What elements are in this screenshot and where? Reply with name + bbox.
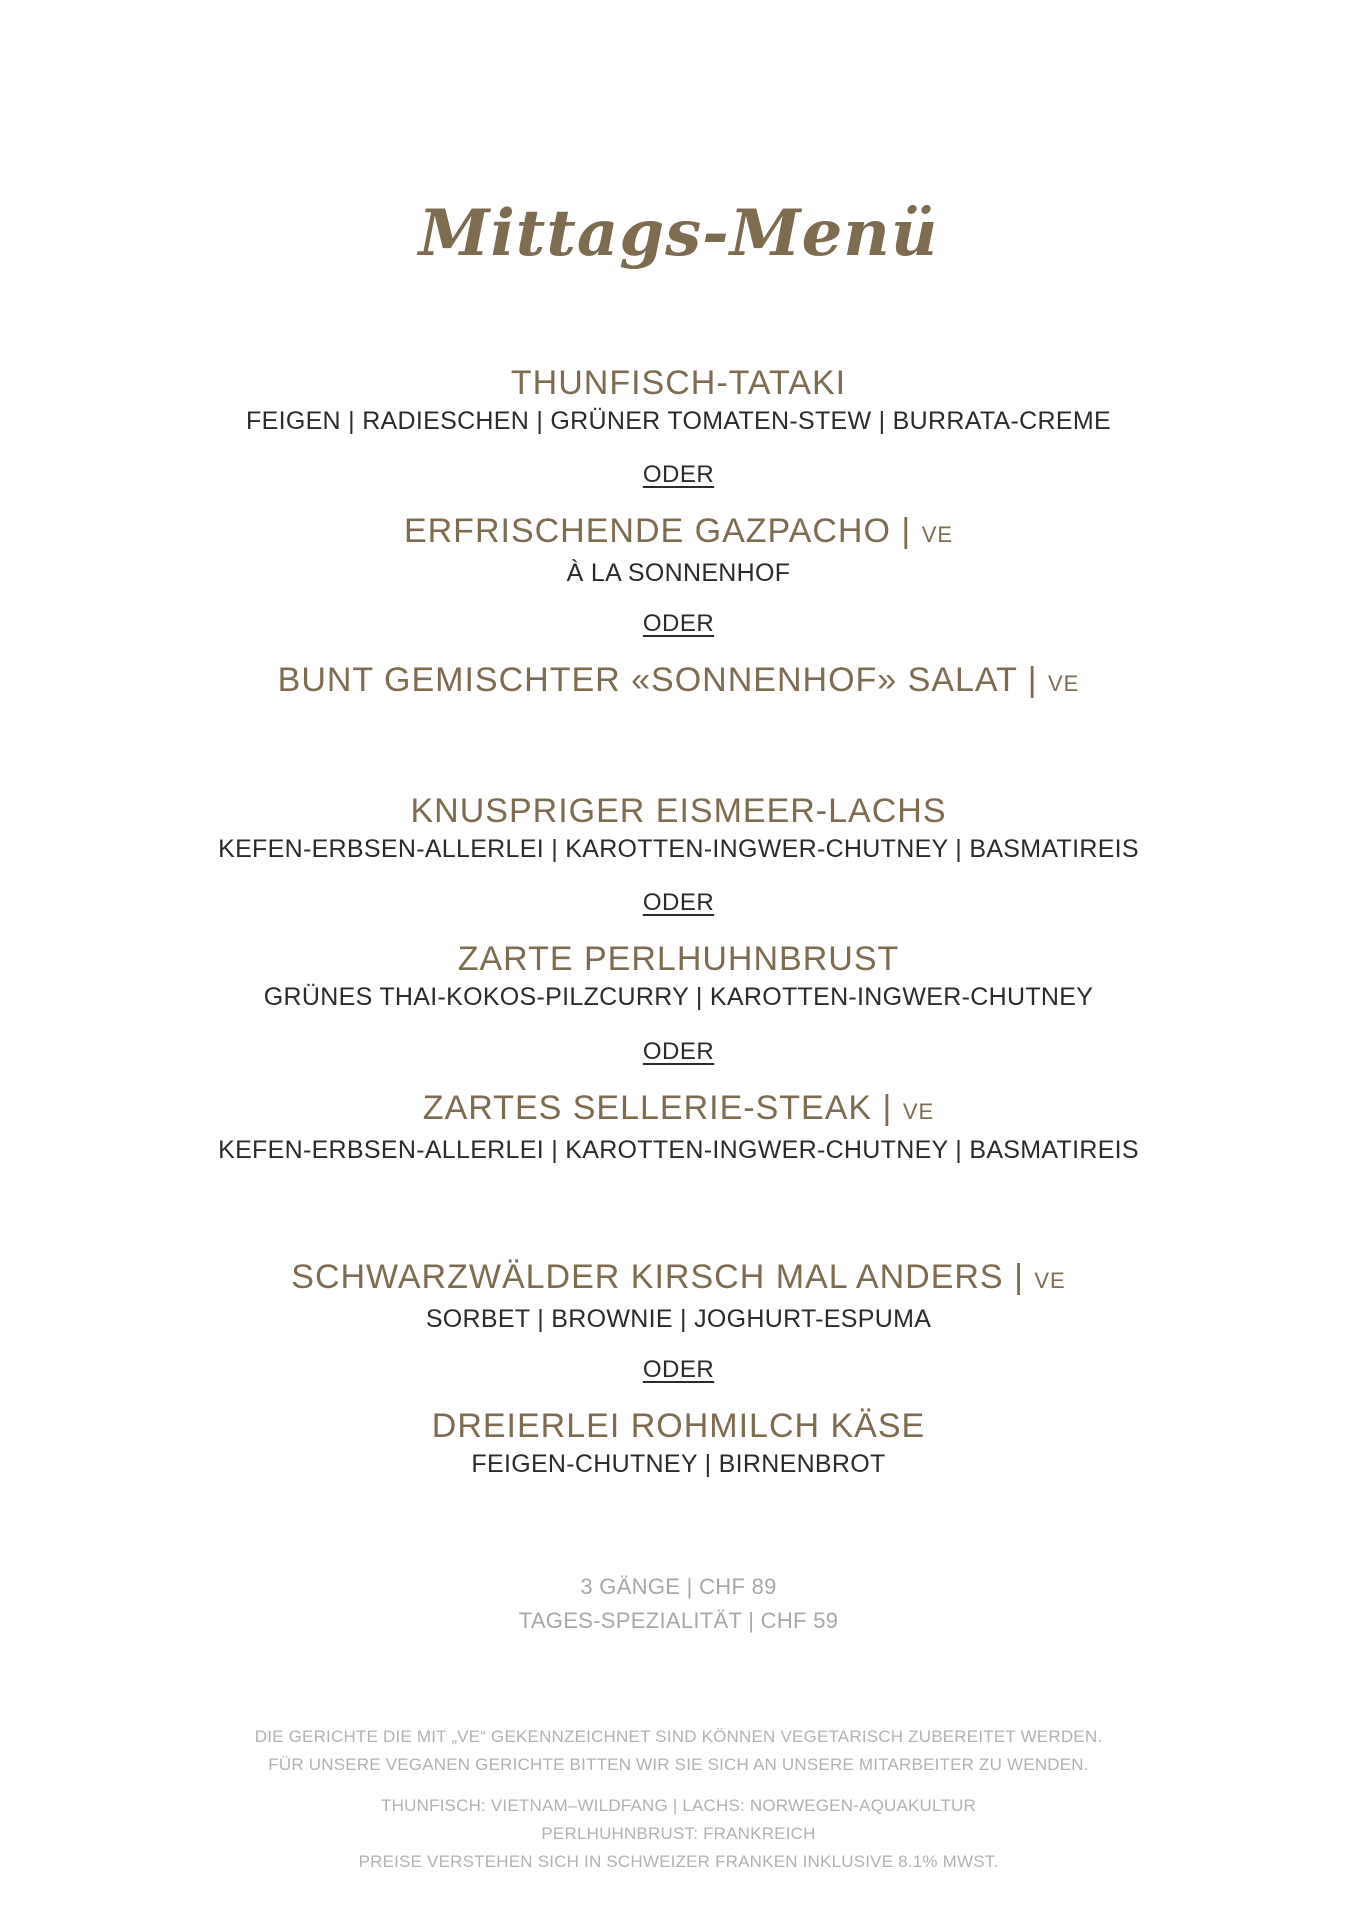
separator: | xyxy=(901,512,912,550)
oder-separator xyxy=(0,458,1357,492)
dish-name: ZARTE PERLHUHNBRUST xyxy=(457,940,900,978)
dish-description: À LA SONNENHOF xyxy=(566,559,791,587)
oder-separator xyxy=(0,886,1357,920)
vegetarian-note xyxy=(0,1723,1357,1779)
oder-label: ODER xyxy=(642,1038,715,1065)
ve-tag: VE xyxy=(1034,1268,1066,1293)
separator: | xyxy=(882,1089,893,1127)
dish-name: KNUSPRIGER EISMEER-LACHS xyxy=(410,792,947,830)
dessert-dish-2 xyxy=(0,1405,1357,1481)
dish-name-line xyxy=(0,510,1357,556)
oder-label: ODER xyxy=(642,461,715,488)
oder-label: ODER xyxy=(642,610,715,637)
oder-separator xyxy=(0,1035,1357,1069)
dish-description: KEFEN-ERBSEN-ALLERLEI | KAROTTEN-INGWER-CHUTNEY | BASMATIREIS xyxy=(218,1136,1139,1164)
dish-description: SORBET | BROWNIE | JOGHURT-ESPUMA xyxy=(425,1305,932,1333)
oder-separator xyxy=(0,607,1357,641)
price-info xyxy=(0,1570,1357,1638)
starter-dish-3 xyxy=(0,659,1357,705)
starter-dish-2 xyxy=(0,510,1357,590)
dish-name: ERFRISCHENDE GAZPACHO xyxy=(403,512,891,550)
oder-separator xyxy=(0,1353,1357,1387)
dish-name: SCHWARZWÄLDER KIRSCH MAL ANDERS xyxy=(291,1258,1004,1296)
separator: | xyxy=(1027,661,1038,699)
dish-name-line xyxy=(0,659,1357,705)
dish-name: ZARTES SELLERIE-STEAK xyxy=(422,1089,873,1127)
dish-name: THUNFISCH-TATAKI xyxy=(510,364,847,402)
main-dish-2 xyxy=(0,938,1357,1014)
price-disclaimer: PREISE VERSTEHEN SICH IN SCHWEIZER FRANKEN INKLUSIVE 8.1% MWST. xyxy=(358,1852,999,1871)
dish-name-line xyxy=(0,1087,1357,1133)
menu-title: Mittags-Menü xyxy=(418,196,939,271)
dish-description: FEIGEN-CHUTNEY | BIRNENBROT xyxy=(471,1450,886,1478)
main-dish-3 xyxy=(0,1087,1357,1167)
dish-name: BUNT GEMISCHTER «SONNENHOF» SALAT xyxy=(277,661,1018,699)
dish-description: GRÜNES THAI-KOKOS-PILZCURRY | KAROTTEN-INGWER-CHUTNEY xyxy=(263,983,1094,1011)
origin-line: PERLHUHNBRUST: FRANKREICH xyxy=(541,1824,816,1843)
origin-info xyxy=(0,1792,1357,1876)
origin-line: THUNFISCH: VIETNAM–WILDFANG | LACHS: NORWEGEN-AQUAKULTUR xyxy=(381,1796,976,1815)
starter-dish-1 xyxy=(0,362,1357,438)
dessert-dish-1 xyxy=(0,1256,1357,1336)
main-dish-1 xyxy=(0,790,1357,866)
ve-tag: VE xyxy=(902,1099,935,1124)
note-line: DIE GERICHTE DIE MIT „VE“ GEKENNZEICHNET SIND KÖNNEN VEGETARISCH ZUBEREITET WERDEN. xyxy=(254,1727,1103,1746)
dish-name: DREIERLEI ROHMILCH KÄSE xyxy=(431,1407,926,1445)
oder-label: ODER xyxy=(642,1356,715,1383)
oder-label: ODER xyxy=(642,889,715,916)
price-line-special: TAGES-SPEZIALITÄT | CHF 59 xyxy=(518,1608,839,1633)
dish-description: FEIGEN | RADIESCHEN | GRÜNER TOMATEN-STEW | BURRATA-CREME xyxy=(246,407,1111,435)
ve-tag: VE xyxy=(1047,671,1080,696)
price-line-courses: 3 GÄNGE | CHF 89 xyxy=(580,1574,777,1599)
ve-tag: VE xyxy=(921,522,954,547)
dish-name-line xyxy=(0,1256,1357,1302)
note-line: FÜR UNSERE VEGANEN GERICHTE BITTEN WIR SIE SICH AN UNSERE MITARBEITER ZU WENDEN. xyxy=(268,1755,1089,1774)
separator: | xyxy=(1014,1258,1024,1296)
dish-description: KEFEN-ERBSEN-ALLERLEI | KAROTTEN-INGWER-CHUTNEY | BASMATIREIS xyxy=(218,835,1139,863)
